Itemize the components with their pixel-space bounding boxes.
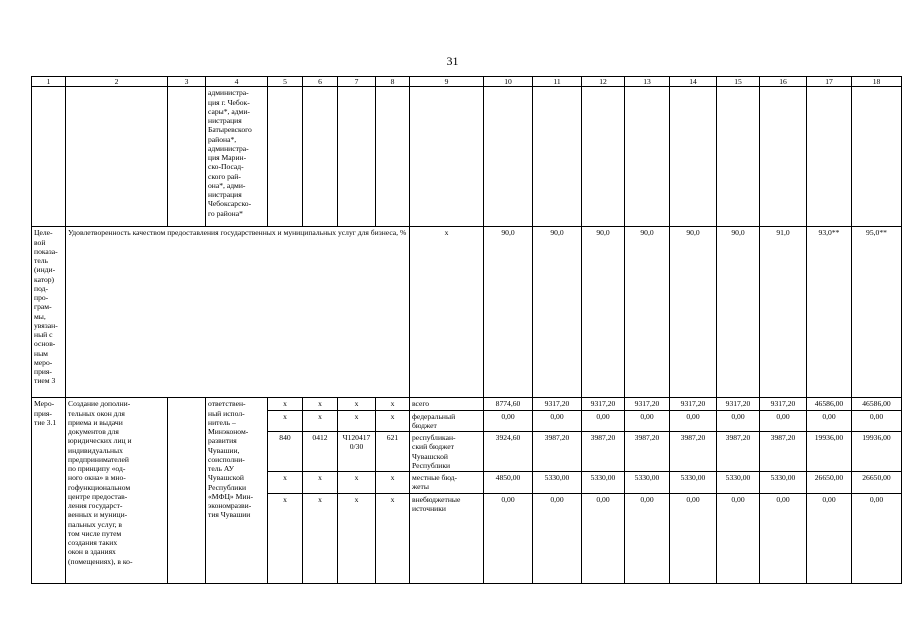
funding-source-cell — [410, 432, 484, 472]
measure-executor-line: Чувашии, — [208, 445, 240, 455]
executor-text-line: ция Марин- — [208, 153, 247, 162]
indicator-label-line: под- — [34, 283, 49, 293]
column-number-cell: 13 — [625, 77, 670, 87]
indicator-value-cell: 93,0** — [807, 227, 852, 398]
column-number-row — [32, 77, 902, 87]
funding-value-cell: 0,00 — [533, 410, 582, 432]
indicator-description: Удовлетворенность качеством предоставления государственных и муниципальных услуг для бизнеса, % — [66, 227, 410, 398]
empty-cell — [582, 87, 625, 227]
column-number-cell: 16 — [760, 77, 807, 87]
grbs-code-cell: x — [268, 493, 303, 583]
funding-value-cell: 0,00 — [807, 410, 852, 432]
funding-value-cell: 3987,20 — [670, 432, 717, 472]
funding-value-cell: 0,00 — [807, 493, 852, 583]
funding-value-cell: 19936,00 — [852, 432, 902, 472]
executor-text-line: администра- — [208, 88, 249, 98]
funding-source-line: Чувашской — [412, 451, 448, 461]
measure-executor-line: Республики — [208, 482, 247, 492]
funding-source-cell — [410, 410, 484, 432]
funding-value-cell: 4850,00 — [484, 472, 533, 494]
executor-text-line: сары*, адми- — [208, 106, 250, 116]
expense-type-cell: x — [376, 410, 410, 432]
funding-value-cell: 9317,20 — [582, 398, 625, 410]
expense-type-cell: x — [376, 398, 410, 410]
measure-label-line: Меро- — [34, 399, 55, 409]
executor-text-line: нистрация — [208, 190, 242, 199]
empty-cell — [268, 87, 303, 227]
column-number-cell: 6 — [303, 77, 338, 87]
expense-type-cell: x — [376, 472, 410, 494]
measure-description-line: ления государст- — [68, 501, 123, 510]
empty-cell — [670, 87, 717, 227]
funding-value-cell: 0,00 — [852, 493, 902, 583]
funding-value-cell: 0,00 — [582, 410, 625, 432]
section-code-cell: x — [303, 493, 338, 583]
measure-executor-line: развития — [208, 436, 237, 446]
measure-description-line: гофункциональном — [68, 482, 131, 492]
empty-cell — [807, 87, 852, 227]
funding-source-line: местные бюд- — [412, 473, 458, 482]
column-number-cell: 10 — [484, 77, 533, 87]
target-indicator-row — [32, 227, 902, 398]
empty-cell — [533, 87, 582, 227]
empty-cell — [410, 87, 484, 227]
funding-value-cell: 0,00 — [582, 493, 625, 583]
column-number-cell: 14 — [670, 77, 717, 87]
empty-cell — [303, 87, 338, 227]
target-article-cell: x — [338, 493, 376, 583]
target-article-cell: x — [338, 398, 376, 410]
target-article-cell: Ч120417 0/30 — [338, 432, 376, 472]
indicator-value-cell: 90,0 — [484, 227, 533, 398]
measure-label-cell — [32, 398, 66, 583]
funding-value-cell: 26650,00 — [807, 472, 852, 494]
funding-value-cell: 8774,60 — [484, 398, 533, 410]
funding-source-line: внебюджетные — [412, 494, 461, 504]
measure-description-cell — [66, 398, 168, 583]
measure-description-line: центре предостав- — [68, 491, 128, 501]
measure-description-line: создания таких — [68, 538, 118, 547]
funding-source-cell — [410, 493, 484, 583]
indicator-value-cell: 90,0 — [625, 227, 670, 398]
measure-description-line: по принципу «од- — [68, 464, 126, 473]
column-number-cell: 9 — [410, 77, 484, 87]
measure-description-line: (помещениях), в ко- — [68, 556, 133, 566]
funding-source-line: федеральный — [412, 411, 456, 421]
indicator-source-cell: x — [410, 227, 484, 398]
indicator-label-line: вой — [34, 237, 46, 247]
funding-source-cell — [410, 472, 484, 494]
empty-cell — [66, 87, 168, 227]
empty-cell — [168, 87, 206, 227]
funding-value-cell: 9317,20 — [670, 398, 717, 410]
measure-description-line: документов для — [68, 427, 119, 436]
grbs-code-cell: x — [268, 472, 303, 494]
empty-cell — [338, 87, 376, 227]
measure-description-line: ного окна» в мно- — [68, 473, 126, 483]
column-number-cell: 2 — [66, 77, 168, 87]
indicator-label-line: ным — [34, 348, 48, 358]
empty-cell — [168, 398, 206, 583]
funding-value-cell: 3987,20 — [582, 432, 625, 472]
executor-text-line: ция г. Чебок- — [208, 97, 250, 107]
table-body — [32, 77, 902, 584]
measure-executor-line: ный испол- — [208, 408, 245, 418]
empty-cell — [376, 87, 410, 227]
grbs-code-cell: x — [268, 410, 303, 432]
indicator-value-cell: 90,0 — [582, 227, 625, 398]
measure-executor-line: нитель – — [208, 417, 236, 427]
indicator-value-cell: 90,0 — [717, 227, 760, 398]
indicator-label-line: основ- — [34, 339, 56, 349]
executor-text-line: го района* — [208, 208, 243, 218]
indicator-label-line: ный с — [34, 330, 53, 339]
indicator-label-line: меро- — [34, 357, 53, 367]
measure-description-line: пальных услуг, в — [68, 519, 123, 529]
measure-executor-line: «МФЦ» Мин- — [208, 491, 254, 501]
executor-text-line: она*, адми- — [208, 180, 246, 190]
funding-value-cell: 0,00 — [625, 410, 670, 432]
funding-source-line: бюджет — [412, 420, 437, 430]
funding-value-cell: 9317,20 — [760, 398, 807, 410]
indicator-label-line: прия- — [34, 367, 52, 376]
funding-value-cell: 0,00 — [760, 493, 807, 583]
column-number-cell: 12 — [582, 77, 625, 87]
indicator-label-line: грам- — [34, 302, 52, 312]
funding-value-cell: 46586,00 — [852, 398, 902, 410]
funding-value-cell: 0,00 — [717, 493, 760, 583]
funding-value-cell: 0,00 — [533, 493, 582, 583]
empty-cell — [32, 87, 66, 227]
funding-value-cell: 26650,00 — [852, 472, 902, 494]
column-number-cell: 15 — [717, 77, 760, 87]
indicator-value-cell: 90,0 — [533, 227, 582, 398]
column-number-cell: 4 — [206, 77, 268, 87]
executor-cell — [206, 87, 268, 227]
funding-value-cell: 46586,00 — [807, 398, 852, 410]
measure-executor-line: ответствен- — [208, 399, 246, 409]
section-code-cell: x — [303, 472, 338, 494]
indicator-value-cell: 95,0** — [852, 227, 902, 398]
funding-value-cell: 5330,00 — [582, 472, 625, 494]
measure-label-line: тие 3.1 — [34, 417, 57, 427]
measure-description-line: предпринимателей — [68, 454, 129, 464]
funding-value-cell: 9317,20 — [717, 398, 760, 410]
measure-description-line: окон в зданиях — [68, 547, 116, 557]
executor-text-line: Чебоксарско- — [208, 199, 252, 209]
measure-executor-line: соисполни- — [208, 454, 245, 464]
funding-value-cell: 9317,20 — [533, 398, 582, 410]
funding-value-cell: 5330,00 — [760, 472, 807, 494]
budget-table-page — [31, 76, 902, 584]
funding-value-cell: 5330,00 — [670, 472, 717, 494]
funding-source-line: всего — [412, 399, 430, 409]
indicator-label-line: Целе- — [34, 228, 53, 238]
column-number-cell: 5 — [268, 77, 303, 87]
section-code-cell: 0412 — [303, 432, 338, 472]
measure-description-line: тельных окон для — [68, 408, 125, 418]
empty-cell — [484, 87, 533, 227]
indicator-label-line: тием 3 — [34, 376, 56, 386]
column-number-cell: 17 — [807, 77, 852, 87]
measure-description-line: юридических лиц и — [68, 436, 132, 446]
measure-executor-line: Минэконом- — [208, 427, 249, 436]
indicator-label-line: увязан- — [34, 320, 58, 330]
funding-value-cell: 19936,00 — [807, 432, 852, 472]
executor-text-line: Батыревского — [208, 125, 252, 135]
target-article-cell: x — [338, 410, 376, 432]
executor-text-line: ского рай- — [208, 171, 241, 181]
measure-description-line: Создание дополни- — [68, 399, 131, 409]
executor-text-line: ско-Посад- — [208, 162, 244, 172]
funding-value-cell: 0,00 — [484, 410, 533, 432]
funding-source-line: источники — [412, 503, 446, 513]
indicator-label-line: показа- — [34, 246, 58, 256]
section-code-cell: x — [303, 398, 338, 410]
funding-value-cell: 0,00 — [670, 493, 717, 583]
grbs-code-cell: 840 — [268, 432, 303, 472]
column-number-cell: 18 — [852, 77, 902, 87]
measure-executor-line: Чувашской — [208, 473, 244, 483]
funding-source-line: жеты — [412, 482, 429, 492]
funding-value-cell: 0,00 — [760, 410, 807, 432]
funding-source-cell — [410, 398, 484, 410]
measure-label-line: прия- — [34, 408, 52, 418]
funding-source-line: республикан- — [412, 433, 456, 442]
column-number-cell: 11 — [533, 77, 582, 87]
indicator-label-line: катор) — [34, 274, 55, 284]
funding-value-cell: 0,00 — [852, 410, 902, 432]
funding-value-cell: 5330,00 — [533, 472, 582, 494]
funding-value-cell: 5330,00 — [625, 472, 670, 494]
funding-value-cell: 9317,20 — [625, 398, 670, 410]
measure-description-line: приема и выдачи — [68, 417, 123, 427]
measure-executor-cell — [206, 398, 268, 583]
indicator-value-cell: 91,0 — [760, 227, 807, 398]
column-number-cell: 7 — [338, 77, 376, 87]
executor-text-line: администра- — [208, 143, 249, 153]
funding-value-cell: 3987,20 — [625, 432, 670, 472]
indicator-label-line: про- — [34, 293, 49, 302]
funding-value-cell: 0,00 — [625, 493, 670, 583]
continuation-row — [32, 87, 902, 227]
grbs-code-cell: x — [268, 398, 303, 410]
measure-executor-line: тель АУ — [208, 464, 235, 473]
funding-value-cell: 3987,20 — [717, 432, 760, 472]
funding-value-cell: 3987,20 — [760, 432, 807, 472]
funding-source-line: ский бюджет — [412, 442, 454, 452]
expense-type-cell: x — [376, 493, 410, 583]
expense-type-cell: 621 — [376, 432, 410, 472]
indicator-label-cell — [32, 227, 66, 398]
funding-value-cell: 0,00 — [670, 410, 717, 432]
executor-text-line: нистрация — [208, 116, 242, 125]
funding-value-cell: 5330,00 — [717, 472, 760, 494]
indicator-value-cell: 90,0 — [670, 227, 717, 398]
funding-value-cell: 0,00 — [717, 410, 760, 432]
indicator-label-line: тель — [34, 256, 48, 265]
measure-executor-line: тия Чувашии — [208, 510, 251, 520]
empty-cell — [760, 87, 807, 227]
funding-source-line: Республики — [412, 460, 451, 470]
section-code-cell: x — [303, 410, 338, 432]
funding-value-cell: 0,00 — [484, 493, 533, 583]
empty-cell — [625, 87, 670, 227]
column-number-cell: 8 — [376, 77, 410, 87]
column-number-cell: 1 — [32, 77, 66, 87]
page-number: 31 — [446, 54, 459, 68]
program-budget-table — [31, 76, 902, 584]
measure-description-line: том числе путем — [68, 528, 122, 538]
column-number-cell: 3 — [168, 77, 206, 87]
measure-description-line: венных и муници- — [68, 510, 128, 520]
measure-executor-line: экономразви- — [208, 501, 252, 510]
empty-cell — [717, 87, 760, 227]
empty-cell — [852, 87, 902, 227]
funding-value-cell: 3987,20 — [533, 432, 582, 472]
measure-sub-row — [32, 398, 902, 410]
funding-value-cell: 3924,60 — [484, 432, 533, 472]
measure-description-line: индивидуальных — [68, 445, 123, 455]
indicator-label-line: (инди- — [34, 265, 56, 275]
indicator-label-line: мы, — [34, 311, 46, 321]
executor-text-line: района*, — [208, 134, 237, 144]
target-article-cell: x — [338, 472, 376, 494]
